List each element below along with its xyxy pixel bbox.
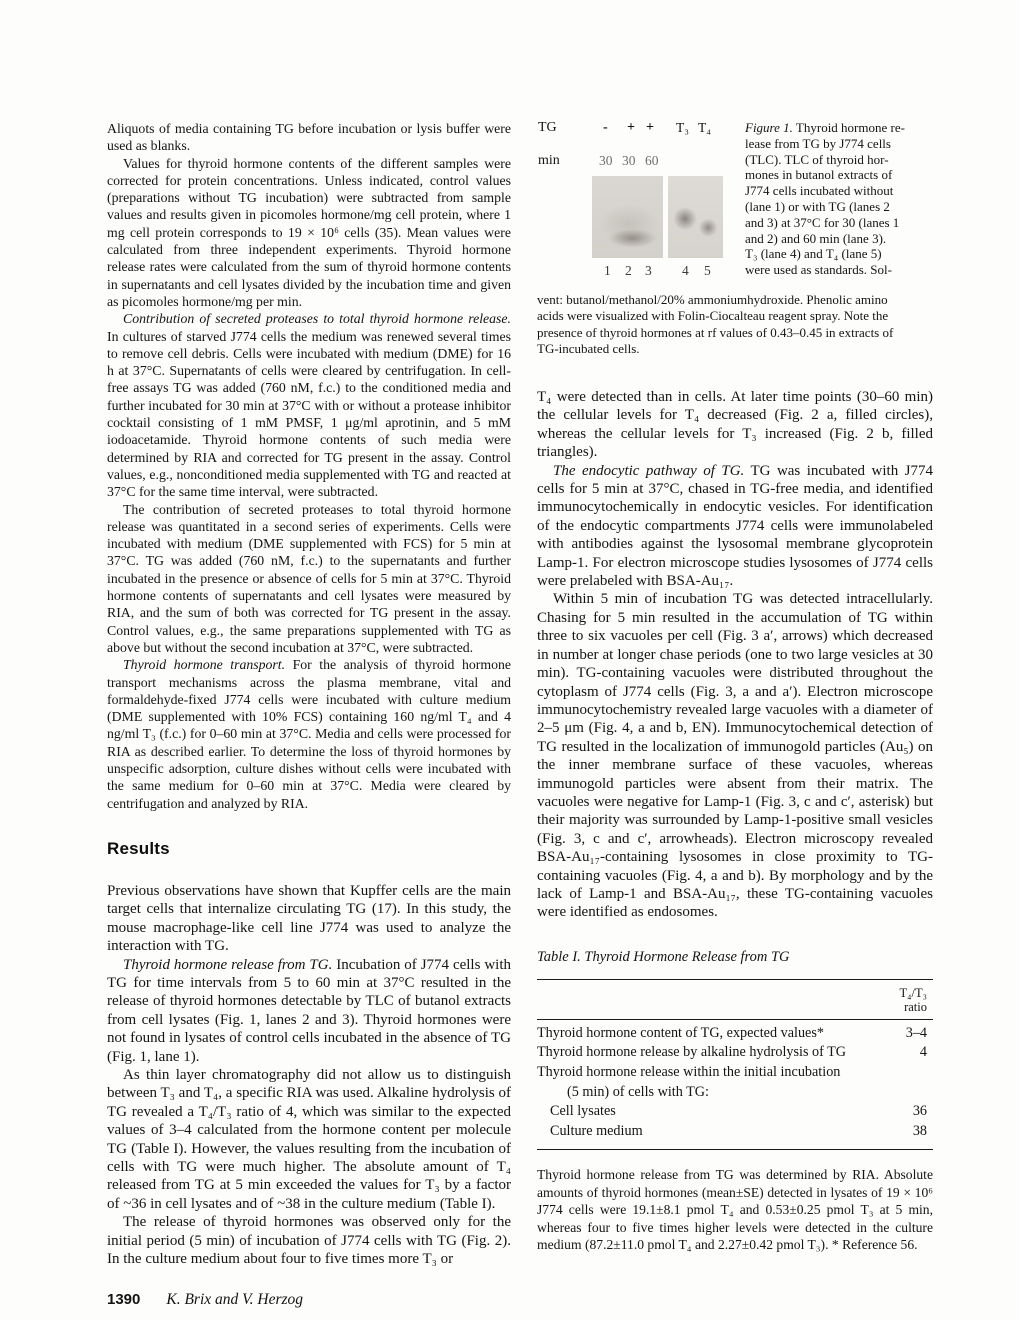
row-label: Thyroid hormone release within the initial incubation (537, 1063, 841, 1080)
paragraph-text: Previous observations have shown that Kupffer cells are the main target cells that internalize circulating TG (17). In this study, the mouse macrophage-like cell line J774 was used to analyze the interaction with TG. (107, 882, 511, 955)
figure-row-label-min: min (538, 153, 560, 168)
row-value: 36 (912, 1103, 927, 1120)
table-title: Table I. Thyroid Hormone Release from TG (537, 948, 790, 965)
tg-plus-symbol: + (646, 120, 654, 135)
row-label: Thyroid hormone content of TG, expected values* (537, 1024, 824, 1041)
paragraph-text: As thin layer chromatography did not allow us to distinguish between T₃ and T₄, a specific RIA was used. Alkaline hydrolysis of TG revealed a T₄/T₃ ratio of 4, which was similar to the expected values of 3–4 calculated from the hormone content per molecule TG (Table I). However, the values resulting from the incubation of cells with TG were much higher. The absolute amount of T₄ released from TG at 5 min exceeded the values for T₃ by a factor of ~36 in cell lysates and of ~38 in the culture medium (Table I). (107, 1066, 511, 1212)
table-body (537, 1020, 933, 1150)
header-ratio-symbol: T₄/T₃ (899, 985, 927, 1000)
table-bottom-rule (537, 1149, 933, 1150)
caption-line: presence of thyroid hormones at rf values of 0.43–0.45 in extracts of (537, 324, 894, 340)
methods-paragraph (107, 310, 511, 500)
row-label: (5 min) of cells with TG: (567, 1083, 709, 1100)
methods-paragraph (107, 501, 511, 657)
standard-label-t3: T₃ (676, 120, 689, 135)
min-value: 30 (599, 153, 613, 168)
row-value (867, 1083, 933, 1103)
figure-row-label-tg: TG (538, 120, 557, 135)
figure-caption-side (745, 120, 933, 278)
page-footer (107, 1291, 303, 1309)
caption-line: (TLC). TLC of thyroid hor- (745, 151, 889, 167)
results-heading: Results (107, 838, 170, 858)
caption-line: and 2) and 60 min (lane 3). (745, 230, 887, 246)
caption-line: were used as standards. Sol- (745, 262, 892, 278)
paragraph-text: Aliquots of media containing TG before incubation or lysis buffer were used as blanks. (107, 121, 511, 154)
lane-number: 3 (645, 263, 652, 278)
paragraph-text: The contribution of secreted proteases to total thyroid hormone release was quantitated in a second series of experiments. Cells were incubated with medium (DME supplemented with FCS) for 5 min at 37°C. TG was added (760 nM, f.c.) to the supernatants and further incubated in the presence or absence of cells for 5 min at 37°C. Thyroid hormone contents of supernatants and cell lysates were measured by RIA, and the sum of both was corrected for TG present in the assay. Control values, e.g., the same preparations supplemented with TG as above but without the second incubation at 37°C, were subtracted. (107, 501, 511, 655)
caption-line: T₃ (lane 4) and T₄ (lane 5) (745, 246, 882, 262)
running-authors: K. Brix and V. Herzog (166, 1291, 304, 1308)
paragraph-text: T₄ were detected than in cells. At later time points (30–60 min) the cellular levels for T₄ decreased (Fig. 2 a, filled circles), whereas the cellular levels for T₃ increased (Fig. 2 b, filled triangles). (537, 389, 933, 461)
gel-blot-lanes-1-3 (592, 176, 663, 258)
table-row (537, 1063, 933, 1083)
paragraph-text: In cultures of starved J774 cells the medium was renewed several times to remove cell debris. Cells were incubated with medium (DME) for 16 h at 37°C. Supernatants of cells were cleared by centrifugation. In cell-free assays TG was added (760 nM, f.c.) to the conditioned media and further incubated for 30 min at 37°C with or without a protease inhibitor cocktail consisting of 1 mM PMSF, 1 μg/ml aprotinin, and 5 mM iodoacetamide. Thyroid hormone contents of such media were determined by RIA and corrected for TG present in the assay. Control values, e.g., nonconditioned media supplemented with TG and reacted at 37°C for the same time interval, were subtracted. (107, 328, 511, 500)
caption-line: vent: butanol/methanol/20% ammoniumhydroxide. Phenolic amino (537, 292, 888, 307)
caption-line: acids were visualized with Folin-Ciocalteau reagent spray. Note the (537, 308, 889, 324)
body-paragraph (537, 388, 933, 462)
page-number: 1390 (107, 1291, 141, 1308)
lane-number: 1 (604, 263, 611, 278)
lane-number: 4 (682, 263, 689, 278)
figure-1 (537, 120, 933, 388)
caption-line: J774 cells incubated without (745, 183, 894, 199)
results-paragraph (107, 1066, 511, 1213)
table-footnote: Thyroid hormone release from TG was determined by RIA. Absolute amounts of thyroid hormones (mean±SE) detected in lysates of 19 × 10⁶ J774 cells were 19.1±8.1 pmol T₄ and 0.53±0.25 pmol T₃ at 5 min, whereas four to five times higher levels were detected in the culture medium (87.2±11.0 pmol T₄ and 2.27±0.42 pmol T₃). * Reference 56. (537, 1167, 933, 1252)
paragraph-lead: The endocytic pathway of TG. (553, 462, 745, 479)
results-paragraph (107, 956, 511, 1066)
left-column (107, 120, 511, 1268)
row-label: Cell lysates (550, 1103, 616, 1120)
row-value: 4 (919, 1044, 927, 1061)
caption-line: mones in butanol extracts of (745, 167, 893, 183)
table-column-header (537, 980, 933, 1019)
body-paragraph (537, 590, 933, 921)
table-row (537, 1024, 933, 1044)
methods-paragraph (107, 155, 511, 311)
figure-caption-label: Figure 1. (745, 120, 793, 135)
tg-minus-symbol: - (603, 120, 608, 135)
row-value: 38 (912, 1122, 927, 1139)
table-row (537, 1043, 933, 1063)
min-value: 60 (645, 153, 659, 168)
paragraph-text: TG was incubated with J774 cells for 5 min at 37°C, chased in TG-free media, and identified immunocytochemically in endocytic vesicles. For identification of the endocytic compartments J774 cells were immunolabeled with antibodies against the lysosomal membrane glycoprotein Lamp-1. For electron microscope studies lysosomes of J774 cells were prelabeled with BSA-Au₁₇. (537, 462, 933, 590)
gel-blot-lanes-4-5 (668, 176, 723, 258)
paragraph-text: Incubation of J774 cells with TG for time intervals from 5 to 60 min at 37°C resulted in the release of thyroid hormones detectable by TLC of butanol extracts from cell lysates (Fig. 1, lanes 2 and 3). Thyroid hormones were not found in lysates of control cells incubated in the absence of TG (Fig. 1, lane 1). (107, 956, 511, 1065)
table-row (537, 1102, 933, 1122)
methods-paragraph (107, 656, 511, 812)
caption-line: and 3) at 37°C for 30 (lanes 1 (745, 214, 900, 230)
caption-text: Thyroid hormone re- (792, 120, 905, 135)
table-1 (537, 948, 933, 1254)
tg-plus-symbol: + (627, 120, 635, 135)
paragraph-lead: Thyroid hormone transport. (123, 657, 286, 673)
header-ratio-word: ratio (904, 999, 927, 1014)
table-row (537, 1122, 933, 1142)
paragraph-text: Values for thyroid hormone contents of the different samples were corrected for protein concentrations. Unless indicated, control values (preparations without TG incubation) were subtracted from sample values and results given in picomoles hormone/mg cell protein, where 1 mg cell protein corresponds to 19 × 10⁶ cells (35). Mean values were calculated from three independent experiments. Thyroid hormone release rates were calculated from the sum of thyroid hormone contents in supernatants and cell lysates divided by the incubation time and given as picomoles hormone/mg per min. (107, 155, 511, 309)
caption-line (745, 120, 933, 136)
caption-line: lease from TG by J774 cells (745, 135, 891, 151)
row-value (867, 1063, 933, 1083)
caption-line: (lane 1) or with TG (lanes 2 (745, 198, 890, 214)
paragraph-lead: Thyroid hormone release from TG. (123, 956, 333, 973)
paragraph-text: Within 5 min of incubation TG was detected intracellularly. Chasing for 5 min resulted in the accumulation of TG within three to six vacuoles per cell (Fig. 3 a′, arrows) which decreased in number at longer chase periods (one to two large vesicles at 30 min). TG-containing vacuoles were distributed throughout the cytoplasm of J774 cells (Fig. 3, a and a′). Electron microscope immunocytochemistry revealed large vacuoles with a diameter of 2–5 μm (Fig. 4, a and b, EN). Immunocytochemical detection of TG resulted in the localization of immunogold particles (Au₅) on the inner membrane surface of these vacuoles, whereas immunogold particles were absent from their matrix. The vacuoles were negative for Lamp-1 (Fig. 3, c and c′, asterisk) but their majority was surrounded by Lamp-1-positive small vesicles (Fig. 3, c and c′, arrowheads). Electron microscopy revealed BSA-Au₁₇-containing lysosomes in close proximity to TG-containing vacuoles (Fig. 4, a and b). By morphology and by the lack of Lamp-1 and BSA-Au₁₇, these TG-containing vacuoles were identified as endosomes. (537, 591, 933, 921)
standard-label-t4: T₄ (698, 120, 711, 135)
min-value: 30 (622, 153, 636, 168)
figure-caption-full-width (537, 292, 933, 357)
paragraph-lead: Contribution of secreted proteases to total thyroid hormone release. (123, 311, 511, 327)
caption-line: TG-incubated cells. (537, 340, 640, 356)
row-label: Culture medium (550, 1122, 643, 1139)
right-column (537, 120, 933, 1267)
row-label: Thyroid hormone release by alkaline hydrolysis of TG (537, 1044, 847, 1061)
results-paragraph (107, 1213, 511, 1268)
body-paragraph (537, 462, 933, 591)
methods-paragraph (107, 120, 511, 155)
paragraph-text: The release of thyroid hormones was observed only for the initial period (5 min) of incubation of J774 cells with TG (Fig. 2). In the culture medium about four to five times more T₃ or (107, 1214, 511, 1267)
lane-number: 5 (704, 263, 711, 278)
lane-number: 2 (625, 263, 632, 278)
table-row (537, 1083, 933, 1103)
results-paragraph (107, 882, 511, 956)
paragraph-text: For the analysis of thyroid hormone transport mechanisms across the plasma membrane, vital and formaldehyde-fixed J774 cells were incubated with culture medium (DME supplemented with 10% FCS) containing 160 ng/ml T₄ and 4 ng/ml T₃ (f.c.) for 0–60 min at 37°C. Media and cells were processed for RIA as described earlier. To determine the loss of thyroid hormones by unspecific adsorption, culture dishes without cells were incubated with the same medium for 0–60 min at 37°C. Media were cleared by centrifugation and analyzed by RIA. (107, 657, 511, 811)
row-value: 3–4 (905, 1024, 927, 1041)
